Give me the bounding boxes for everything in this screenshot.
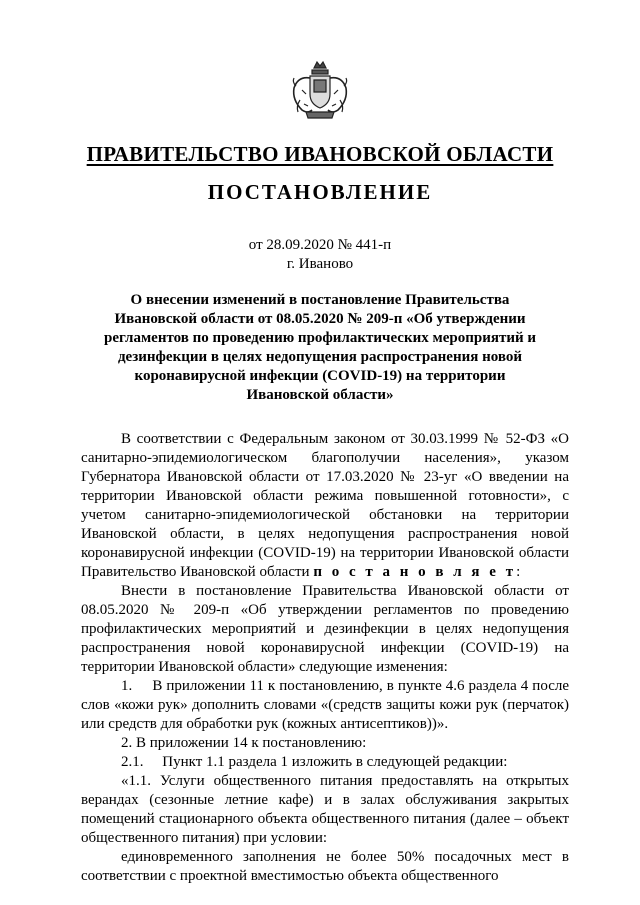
city: г. Иваново	[286, 256, 354, 272]
coat-of-arms-icon	[288, 60, 352, 122]
paragraph-text: В соответствии с Федеральным законом от 30.03.1999 № 52-ФЗ «О санитарно-эпидемиологическом благополучии населения», указом Губернатора Ивановской области от 17.03.2020 № 23-уг «О введении на территории Ивановской области режима повышенной готовности», с учетом санитарно-эпидемиологической обстановки на территории Ивановской области, в целях недопущения распространения новой коронавирусной инфекции (COVID-19) на территории Ивановской области Правительство Ивановской области	[81, 431, 569, 580]
paragraph: 1. В приложении 11 к постановлению, в пункте 4.6 раздела 4 после слов «кожи рук» дополнить словами «(средств защиты кожи рук (перчаток) или средств для обработки рук (кожных антисептиков))».	[81, 678, 573, 732]
paragraph	[81, 430, 569, 582]
paragraph: Внести в постановление Правительства Ивановской области от 08.05.2020 № 209-п «Об утверждении регламентов по проведению профилактических мероприятий и дезинфекции в целях недопущения распространения новой коронавирусной инфекции (COVID-19) на территории Ивановской области» следующие изменения:	[81, 583, 569, 675]
paragraph: единовременного заполнения не более 50% посадочных мест в соответствии с проектной вместимостью объекта общественного	[81, 849, 569, 884]
resolves-word: п о с т а н о в л я е т	[313, 564, 517, 580]
paragraph-end: :	[516, 564, 521, 580]
paragraph: 2. В приложении 14 к постановлению:	[121, 735, 367, 751]
organization-title: ПРАВИТЕЛЬСТВО ИВАНОВСКОЙ ОБЛАСТИ	[86, 142, 554, 166]
date-number: от 28.09.2020 № 441-п	[248, 237, 392, 253]
paragraph: «1.1. Услуги общественного питания предоставлять на открытых верандах (сезонные летние кафе) и в залах обслуживания закрытых помещений стационарного объекта общественного питания (далее – объект общественного питания) при условии:	[81, 773, 569, 846]
paragraph: 2.1. Пункт 1.1 раздела 1 изложить в следующей редакции:	[121, 754, 508, 770]
document-type: ПОСТАНОВЛЕНИЕ	[207, 180, 433, 204]
document-heading: О внесении изменений в постановление Правительства Ивановской области от 08.05.2020 № 209-п «Об утверждении регламентов по проведению профилактических мероприятий и дезинфекции в целях недопущения распространения новой коронавирусной инфекции (COVID-19) на территории Ивановской области»	[103, 292, 536, 403]
document-body	[81, 430, 573, 886]
